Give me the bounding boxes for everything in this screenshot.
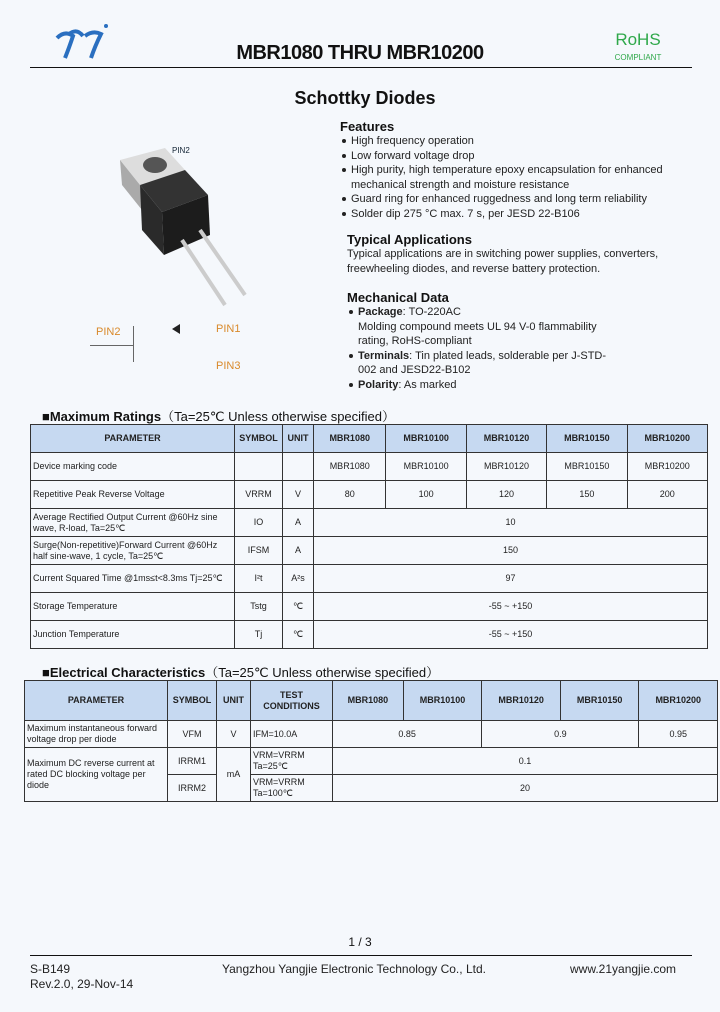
column-header: UNIT xyxy=(217,681,251,721)
electrical-table xyxy=(24,680,718,802)
company-url[interactable]: www.21yangjie.com xyxy=(570,962,677,976)
max-ratings-title: ■Maximum Ratings（Ta=25℃ Unless otherwise specified） xyxy=(42,409,396,424)
table-cell: I²t xyxy=(235,565,283,593)
table-cell: Junction Temperature xyxy=(31,621,235,649)
table-cell: Tj xyxy=(235,621,283,649)
pin2-label: PIN2 xyxy=(96,326,121,338)
column-header: MBR10100 xyxy=(386,425,466,453)
table-cell: 0.85 xyxy=(333,721,482,748)
company-name: Yangzhou Yangjie Electronic Technology Co., Ltd. xyxy=(222,962,486,976)
table-cell: 97 xyxy=(314,565,708,593)
table-cell: IFM=10.0A xyxy=(251,721,333,748)
table-cell: VRRM xyxy=(235,481,283,509)
column-header: MBR10150 xyxy=(547,425,627,453)
column-header: PARAMETER xyxy=(25,681,168,721)
page-number: 1 / 3 xyxy=(348,935,372,949)
column-header: UNIT xyxy=(283,425,314,453)
pin1-label: PIN1 xyxy=(216,323,241,335)
features-heading: Features xyxy=(340,119,395,134)
table-cell: A xyxy=(283,509,314,537)
table-cell: VRM=VRRM Ta=100℃ xyxy=(251,775,333,802)
column-header: MBR10150 xyxy=(560,681,639,721)
doc-number: S-B149 xyxy=(30,962,71,976)
applications-text: Typical applications are in switching power supplies, converters, freewheeling diodes, and reverse battery protection. xyxy=(347,248,659,275)
table-cell: MBR10120 xyxy=(466,453,546,481)
table-row xyxy=(31,621,708,649)
feature-item: Low forward voltage drop xyxy=(340,149,680,164)
table-cell: MBR10100 xyxy=(386,453,466,481)
table-header-row xyxy=(31,425,708,453)
features-section xyxy=(340,119,680,221)
table-row xyxy=(31,593,708,621)
pin-schematic xyxy=(80,318,280,378)
table-cell: Tstg xyxy=(235,593,283,621)
applications-heading: Typical Applications xyxy=(347,232,472,247)
table-cell: 80 xyxy=(314,481,386,509)
table-row xyxy=(25,721,718,748)
column-header: MBR10200 xyxy=(639,681,718,721)
table-cell: IRRM1 xyxy=(168,748,217,775)
table-cell: 120 xyxy=(466,481,546,509)
table-cell: mA xyxy=(217,748,251,802)
table-cell: 150 xyxy=(314,537,708,565)
table-cell xyxy=(235,453,283,481)
column-header: PARAMETER xyxy=(31,425,235,453)
table-cell: -55 ~ +150 xyxy=(314,593,708,621)
table-row xyxy=(31,481,708,509)
column-header: MBR10100 xyxy=(403,681,482,721)
table-cell: Device marking code xyxy=(31,453,235,481)
table-cell: IRRM2 xyxy=(168,775,217,802)
feature-item: High frequency operation xyxy=(340,134,680,149)
table-cell: ℃ xyxy=(283,621,314,649)
table-cell: 200 xyxy=(627,481,707,509)
table-cell: ℃ xyxy=(283,593,314,621)
page-subtitle: Schottky Diodes xyxy=(294,88,436,108)
feature-item: Solder dip 275 °C max. 7 s, per JESD 22-B106 xyxy=(340,207,680,222)
svg-text:PIN2: PIN2 xyxy=(172,146,190,155)
column-header: MBR10120 xyxy=(466,425,546,453)
table-cell: V xyxy=(283,481,314,509)
table-cell: Current Squared Time @1ms≤t<8.3ms Tj=25℃ xyxy=(31,565,235,593)
table-cell: 0.1 xyxy=(333,748,718,775)
max-ratings-table xyxy=(30,424,708,649)
table-cell: MBR10200 xyxy=(627,453,707,481)
column-header: TEST CONDITIONS xyxy=(251,681,333,721)
table-row xyxy=(31,509,708,537)
footer-divider xyxy=(30,955,692,956)
column-header: SYMBOL xyxy=(168,681,217,721)
table-cell: VRM=VRRM Ta=25℃ xyxy=(251,748,333,775)
table-cell: Surge(Non-repetitive)Forward Current @60Hz half sine-wave, 1 cycle, Ta=25℃ xyxy=(31,537,235,565)
table-cell: 0.95 xyxy=(639,721,718,748)
table-cell: MBR1080 xyxy=(314,453,386,481)
mech-item: Polarity: As marked xyxy=(347,378,607,393)
table-cell: Storage Temperature xyxy=(31,593,235,621)
table-cell: VFM xyxy=(168,721,217,748)
rohs-badge: RoHS COMPLIANT xyxy=(614,30,662,62)
column-header: MBR1080 xyxy=(314,425,386,453)
table-cell: Repetitive Peak Reverse Voltage xyxy=(31,481,235,509)
electrical-title: ■Electrical Characteristics（Ta=25℃ Unless otherwise specified） xyxy=(42,665,440,680)
table-header-row xyxy=(25,681,718,721)
table-cell: IO xyxy=(235,509,283,537)
feature-item: High purity, high temperature epoxy encapsulation for enhanced mechanical strength and moisture resistance xyxy=(340,163,680,192)
table-cell: -55 ~ +150 xyxy=(314,621,708,649)
table-cell: MBR10150 xyxy=(547,453,627,481)
column-header: MBR1080 xyxy=(333,681,404,721)
pin3-label: PIN3 xyxy=(216,360,241,372)
mechanical-heading: Mechanical Data xyxy=(347,290,449,305)
column-header: SYMBOL xyxy=(235,425,283,453)
table-cell: Maximum DC reverse current at rated DC blocking voltage per diode xyxy=(25,748,168,802)
mech-item: Package: TO-220AC Molding compound meets UL 94 V-0 flammability rating, RoHS-compliant xyxy=(347,305,607,349)
feature-item: Guard ring for enhanced ruggedness and long term reliability xyxy=(340,192,680,207)
document-title: MBR1080 THRU MBR10200 xyxy=(236,42,484,64)
table-cell: 0.9 xyxy=(482,721,639,748)
diode-icon xyxy=(172,324,180,334)
table-cell: Average Rectified Output Current @60Hz sine wave, R-load, Ta=25℃ xyxy=(31,509,235,537)
table-cell: IFSM xyxy=(235,537,283,565)
table-cell: V xyxy=(217,721,251,748)
applications-section xyxy=(347,232,687,276)
table-row xyxy=(25,748,718,775)
table-cell: 100 xyxy=(386,481,466,509)
header-divider xyxy=(30,67,692,68)
revision: Rev.2.0, 29-Nov-14 xyxy=(30,977,134,991)
table-row xyxy=(31,537,708,565)
table-row xyxy=(31,565,708,593)
table-cell: 10 xyxy=(314,509,708,537)
column-header: MBR10200 xyxy=(627,425,707,453)
table-cell xyxy=(283,453,314,481)
table-cell: 150 xyxy=(547,481,627,509)
to220-package-image xyxy=(100,140,280,320)
mech-item: Terminals: Tin plated leads, solderable per J-STD-002 and JESD22-B102 xyxy=(347,349,607,378)
column-header: MBR10120 xyxy=(482,681,561,721)
table-cell: A²s xyxy=(283,565,314,593)
table-cell: 20 xyxy=(333,775,718,802)
mechanical-section xyxy=(347,290,687,392)
table-cell: A xyxy=(283,537,314,565)
table-cell: Maximum instantaneous forward voltage drop per diode xyxy=(25,721,168,748)
table-row xyxy=(31,453,708,481)
